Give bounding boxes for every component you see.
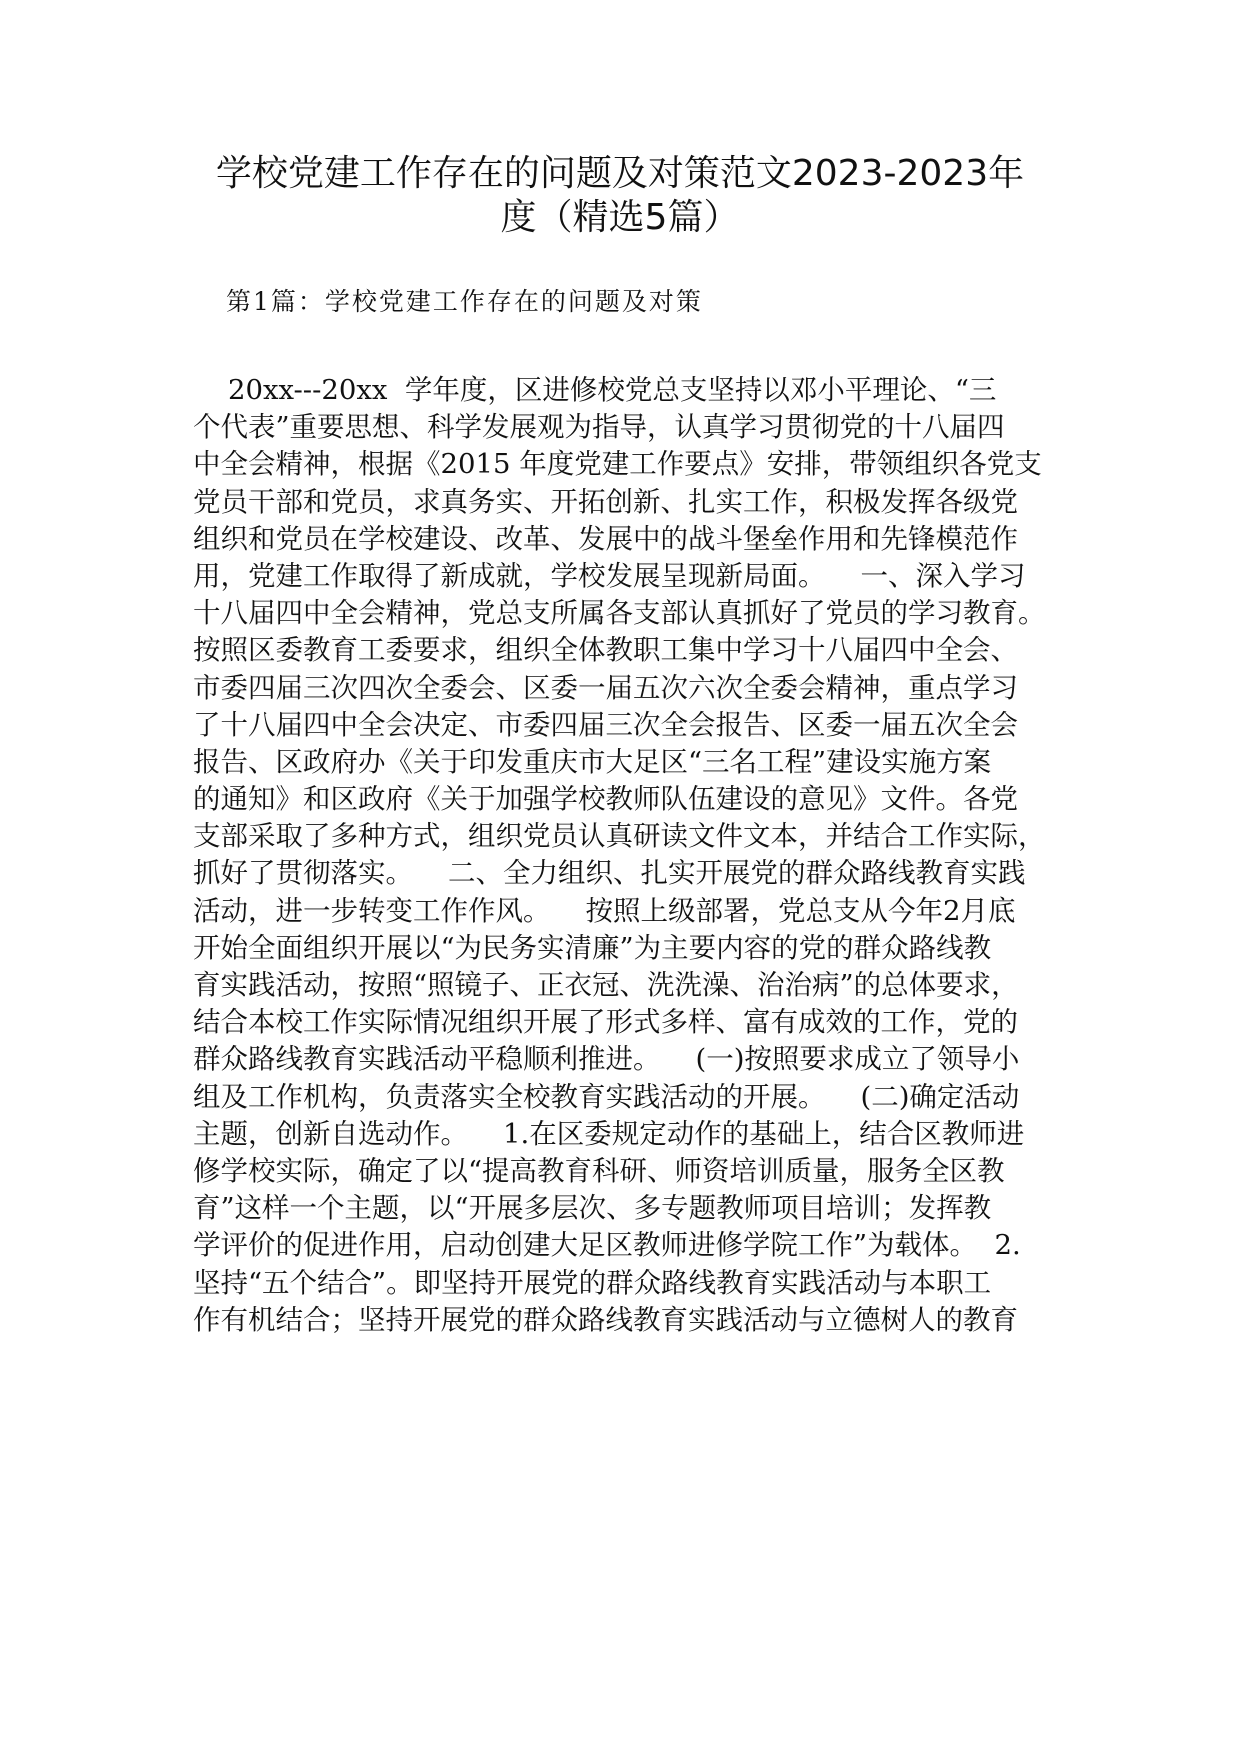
body-line: 活动，进一步转变工作作风。 按照上级部署，党总支从今年2月底 bbox=[193, 894, 1016, 927]
title-line-2: 度（精选5篇） bbox=[500, 197, 740, 238]
body-line: 个代表”重要思想、科学发展观为指导，认真学习贯彻党的十八届四 bbox=[193, 411, 1005, 444]
body-line: 抓好了贯彻落实。 二、全力组织、扎实开展党的群众路线教育实践 bbox=[193, 857, 1026, 890]
body-line: 十八届四中全会精神，党总支所属各支部认真抓好了党员的学习教育。 bbox=[193, 597, 1046, 630]
body-line: 了十八届四中全会决定、市委四届三次全会报告、区委一届五次全会 bbox=[193, 708, 1018, 741]
body-line: 开始全面组织开展以“为民务实清廉”为主要内容的党的群众路线教 bbox=[193, 931, 992, 964]
document-title bbox=[200, 152, 1040, 240]
body-line: 学评价的促进作用，启动创建大足区教师进修学院工作”为载体。 2. bbox=[193, 1229, 1021, 1262]
body-line: 20xx---20xx 学年度，区进修校党总支坚持以邓小平理论、“三 bbox=[193, 374, 997, 406]
section-heading: 第1篇：学校党建工作存在的问题及对策 bbox=[226, 287, 703, 316]
title-line-1: 学校党建工作存在的问题及对策范文2023-2023年 bbox=[215, 153, 1025, 194]
body-line: 中全会精神，根据《2015 年度党建工作要点》安排，带领组织各党支 bbox=[193, 448, 1042, 481]
body-line: 的通知》和区政府《关于加强学校教师队伍建设的意见》文件。各党 bbox=[193, 783, 1018, 816]
body-line: 坚持“五个结合”。即坚持开展党的群众路线教育实践活动与本职工 bbox=[193, 1266, 992, 1299]
body-line: 主题，创新自选动作。 1.在区委规定动作的基础上，结合区教师进 bbox=[193, 1117, 1025, 1150]
body-line: 市委四届三次四次全委会、区委一届五次六次全委会精神，重点学习 bbox=[193, 671, 1018, 704]
body-line: 报告、区政府办《关于印发重庆市大足区“三名工程”建设实施方案 bbox=[193, 745, 992, 778]
body-line: 群众路线教育实践活动平稳顺利推进。 (一)按照要求成立了领导小 bbox=[193, 1043, 1020, 1076]
body-line: 修学校实际，确定了以“提高教育科研、师资培训质量，服务全区教 bbox=[193, 1154, 1005, 1187]
body-line: 党员干部和党员，求真务实、开拓创新、扎实工作，积极发挥各级党 bbox=[193, 485, 1018, 518]
body-line: 育”这样一个主题，以“开展多层次、多专题教师项目培训；发挥教 bbox=[193, 1192, 992, 1225]
body-line: 组及工作机构，负责落实全校教育实践活动的开展。 (二)确定活动 bbox=[193, 1080, 1020, 1113]
body-line: 作有机结合；坚持开展党的群众路线教育实践活动与立德树人的教育 bbox=[193, 1303, 1018, 1336]
body-line: 按照区委教育工委要求，组织全体教职工集中学习十八届四中全会、 bbox=[193, 634, 1018, 667]
body-line: 支部采取了多种方式，组织党员认真研读文件文本，并结合工作实际， bbox=[193, 820, 1046, 853]
body-text bbox=[193, 372, 1073, 1339]
body-line: 育实践活动，按照“照镜子、正衣冠、洗洗澡、治治病”的总体要求， bbox=[193, 969, 1019, 1001]
body-line: 用，党建工作取得了新成就，学校发展呈现新局面。 一、深入学习 bbox=[193, 559, 1026, 592]
body-line: 组织和党员在学校建设、改革、发展中的战斗堡垒作用和先锋模范作 bbox=[193, 522, 1018, 555]
body-line: 结合本校工作实际情况组织开展了形式多样、富有成效的工作，党的 bbox=[193, 1006, 1018, 1039]
